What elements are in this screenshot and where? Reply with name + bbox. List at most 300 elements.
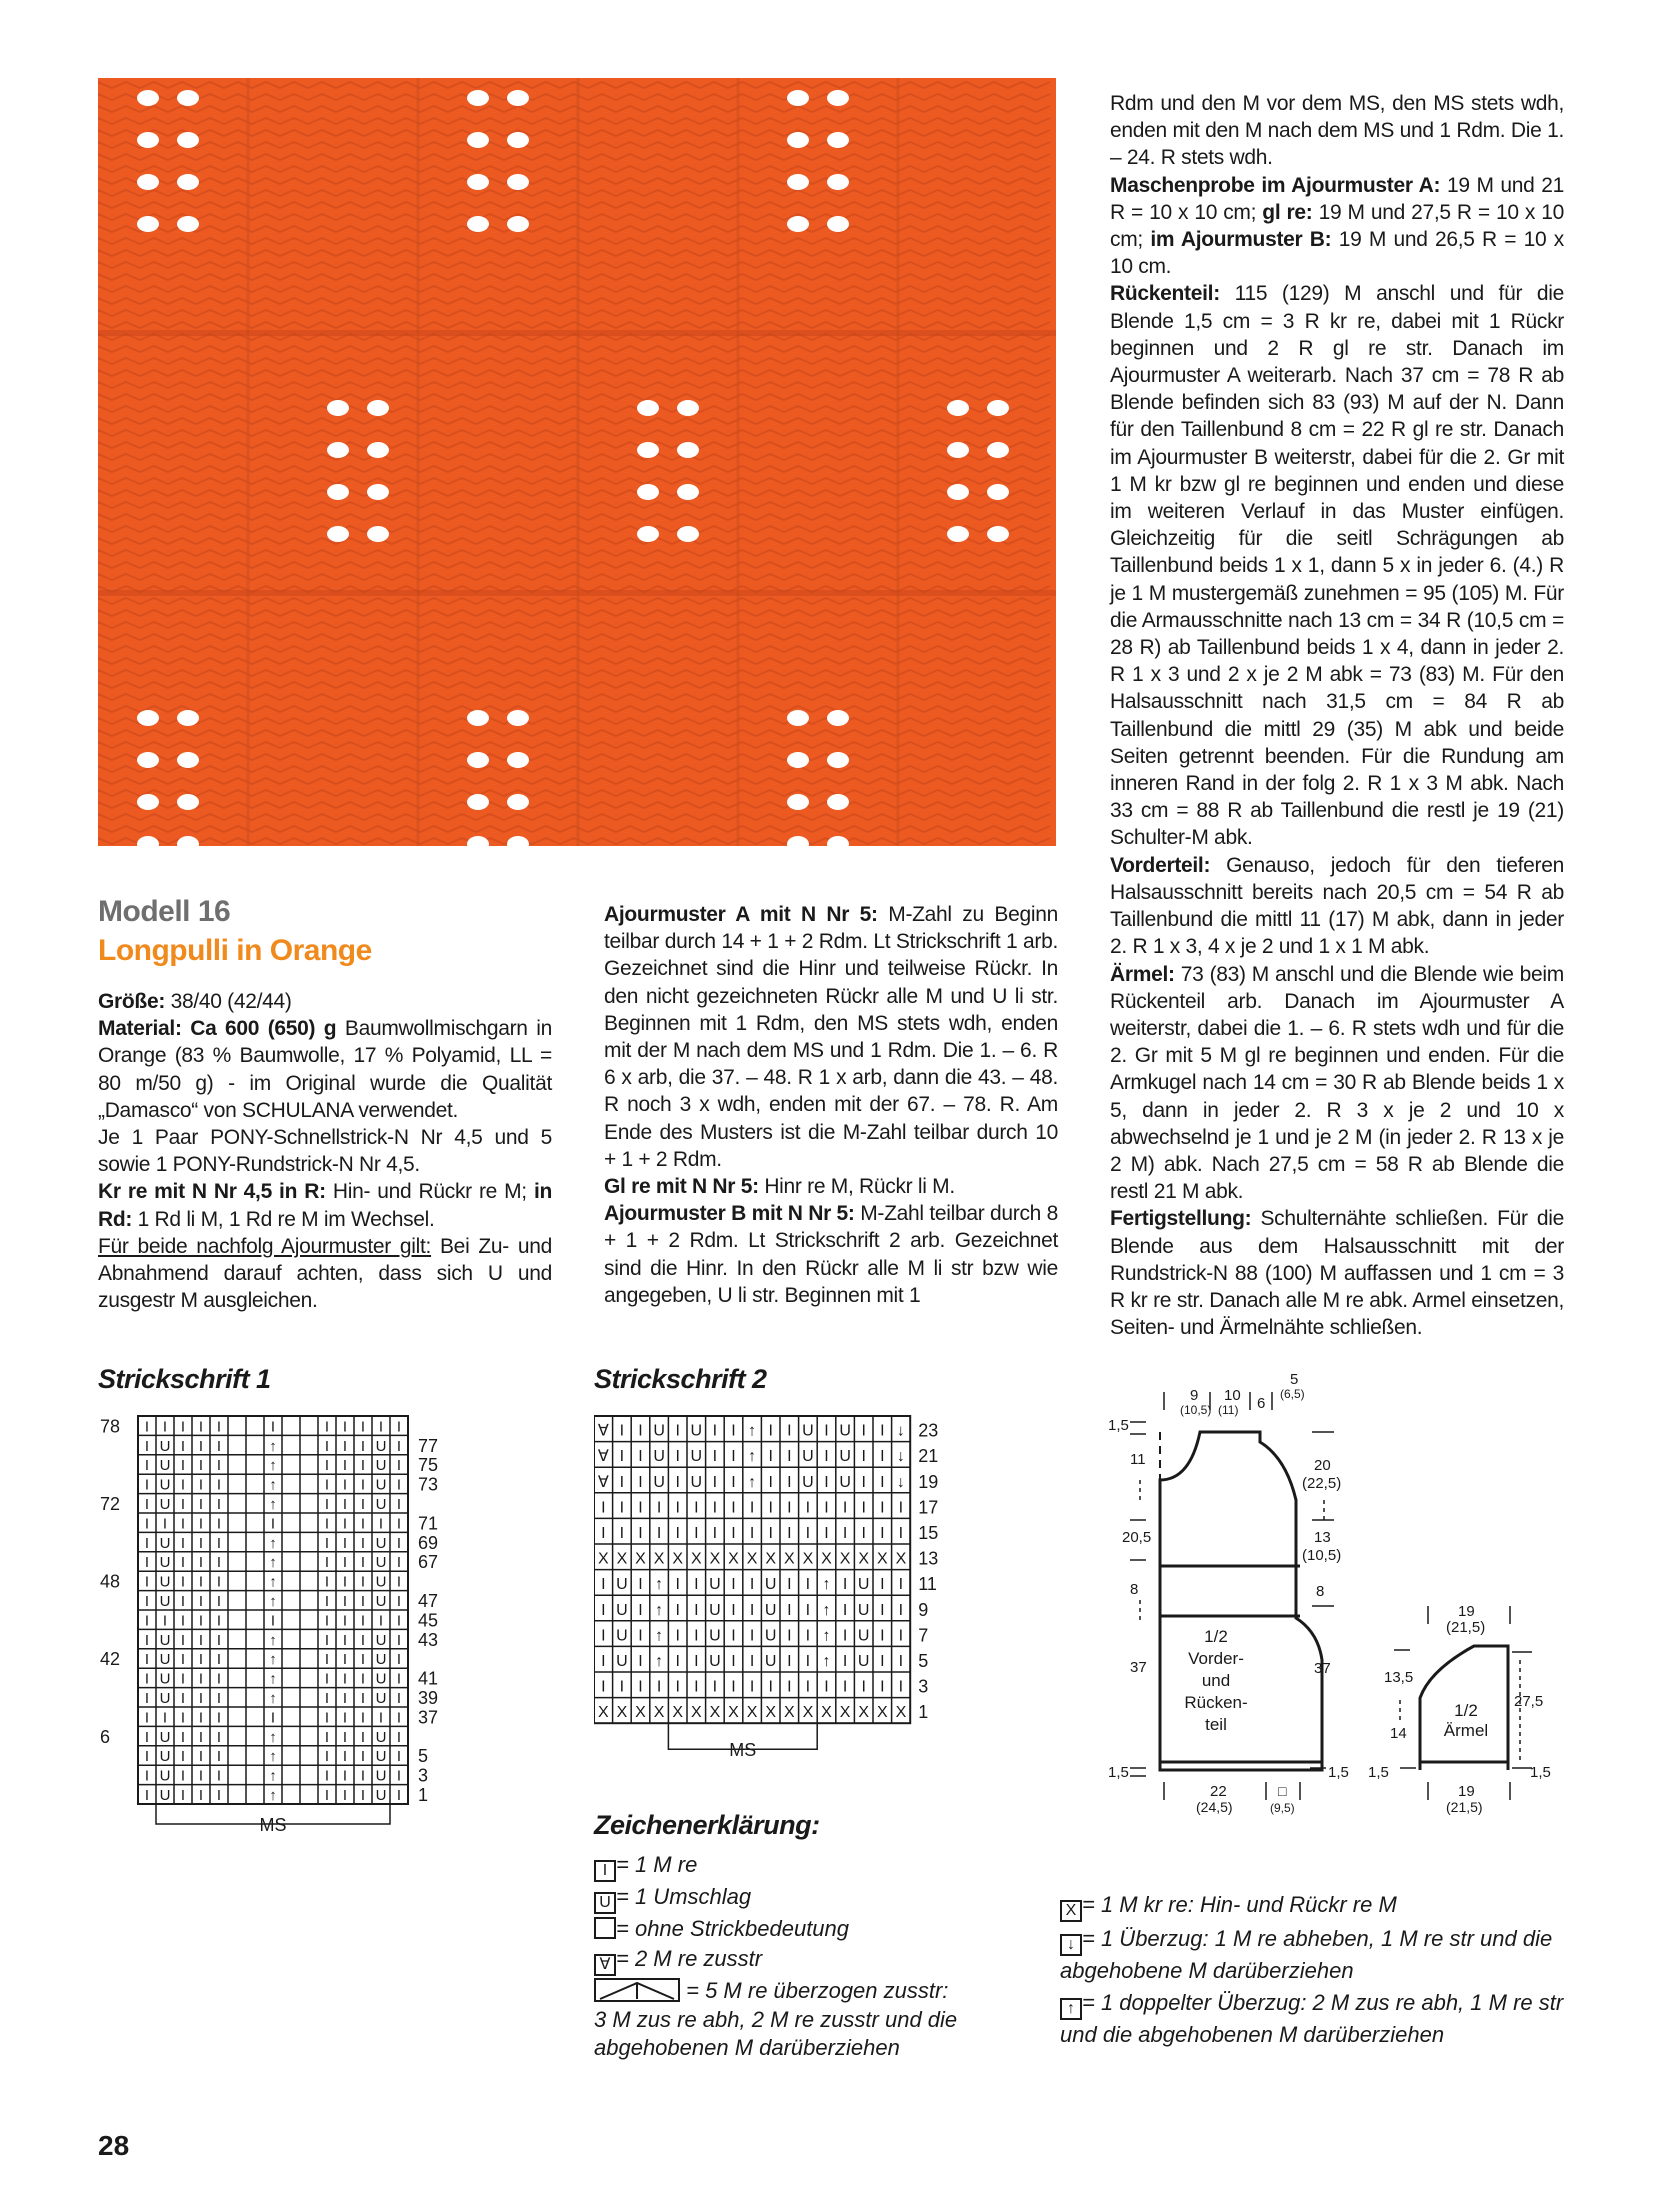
stitch-symbol: I bbox=[198, 1496, 204, 1513]
stitch-symbol: ↑ bbox=[269, 1690, 277, 1707]
stitch-symbol: I bbox=[198, 1515, 204, 1533]
yarn-over-icon: U bbox=[594, 1892, 616, 1914]
stitch-symbol: I bbox=[694, 1678, 699, 1696]
probe-b-label: im Ajourmuster B: bbox=[1150, 228, 1332, 252]
ruecken-text: 115 (129) M anschl und für die Blende 1,5 cm = 3 R kr re, dabei mit 1 Rückr beginnen und 2 R gl re str. Danach im Ajourmuster A weiterarb. Nach 37 cm = 78 R ab Blende befinden sich 83 (93) M auf der N. Dann für den Taillenbund 8 cm = 22 R gl re str. Danach im Ajourmuster B weiterstr, dabei für die 2. Gr mit 1 M kr bzw gl re beginnen und enden und diese im weiteren Verlauf in das Muster einfügen. Gleichzeitig für die seitl Schrägungen ab Taillenbund beids 1 x 1, dann 5 x in jeder 6. (4.) R je 1 M mustergemäß zunehmen = 95 (105) M. Für die Armausschnitte nach 13 cm = 34 R (10,5 cm = 28 R) ab Taillenbund beids 1 x 4, dann in jeder 2. R 1 x 3 und 2 x je 2 M abk = 73 (83) M. Für den Halsausschnitt nach 31,5 cm = 84 R ab Taillenbund die mittl 29 (35) M abk und beide Seiten getrennt beenden. Für die Rundung am inneren Rand in der folg 2. R 1 x 3 M abk. Nach 33 cm = 88 R ab Taillenbund die restl je 19 (21) Schulter-M abk. bbox=[1110, 282, 1564, 850]
eyelet bbox=[367, 526, 389, 542]
stitch-symbol: X bbox=[783, 1704, 795, 1722]
stitch-symbol: I bbox=[324, 1728, 330, 1746]
stitch-symbol: I bbox=[216, 1496, 222, 1513]
eyelet bbox=[177, 794, 199, 810]
stitch-symbol: I bbox=[694, 1576, 699, 1594]
eyelet bbox=[177, 752, 199, 768]
chart2-right-label: 21 bbox=[918, 1446, 939, 1467]
chart1-ms-label: MS bbox=[259, 1815, 287, 1835]
stitch-symbol: I bbox=[731, 1576, 736, 1594]
stitch-symbol: I bbox=[342, 1631, 348, 1649]
stitch-symbol: U bbox=[690, 1422, 703, 1440]
stitch-symbol: U bbox=[375, 1437, 387, 1455]
knitting-swatch-photo bbox=[98, 78, 1056, 846]
stitch-symbol: ∀ bbox=[597, 1448, 609, 1466]
stitch-symbol: X bbox=[597, 1550, 609, 1568]
stitch-symbol: I bbox=[396, 1728, 402, 1746]
stitch-symbol: I bbox=[198, 1728, 204, 1746]
probe-text-1: 19 M und 21 R = 10 x 10 cm; bbox=[1110, 173, 1564, 224]
stitch-symbol: I bbox=[675, 1448, 680, 1466]
stitch-symbol: I bbox=[216, 1534, 222, 1552]
stitch-symbol: ↓ bbox=[896, 1448, 905, 1466]
stitch-symbol: I bbox=[787, 1678, 792, 1696]
eyelet bbox=[947, 526, 969, 542]
stitch-symbol: I bbox=[787, 1576, 792, 1594]
body-label-3: und bbox=[1201, 1671, 1231, 1690]
stitch-symbol: ↑ bbox=[655, 1627, 664, 1645]
stitch-symbol: I bbox=[144, 1534, 150, 1552]
stitch-symbol: I bbox=[768, 1499, 773, 1517]
chart2-right-label: 7 bbox=[918, 1625, 929, 1646]
stitch-symbol: I bbox=[198, 1534, 204, 1552]
stitch-symbol: I bbox=[360, 1534, 366, 1552]
stitch-symbol: I bbox=[787, 1525, 792, 1542]
intro-text: Rdm und den M vor dem MS, den MS stets wdh, enden mit den M nach dem MS und 1 Rdm. Die 1. – 24. R stets wdh. bbox=[1110, 92, 1564, 170]
stitch-symbol: I bbox=[805, 1601, 811, 1619]
stitch-symbol: I bbox=[216, 1787, 222, 1804]
fertig-text: Schulternähte schließen. Für die Blende aus dem Halsausschnitt mit der Rundstrick-N 88 (100) M auffassen und 1 cm = 3 R kr re str. Danach alle M re abk. Armel einsetzen, Seiten- und Ärmelnähte schließen. bbox=[1110, 1207, 1564, 1340]
stitch-symbol: I bbox=[601, 1499, 606, 1517]
stitch-symbol: I bbox=[842, 1525, 848, 1542]
eyelet bbox=[467, 794, 489, 810]
stitch-symbol: I bbox=[824, 1422, 829, 1440]
eyelet bbox=[507, 132, 529, 148]
stitch-symbol: X bbox=[839, 1704, 851, 1722]
vorder-label: Vorderteil: bbox=[1110, 853, 1211, 877]
eyelet bbox=[827, 174, 849, 190]
stitch-symbol: I bbox=[180, 1787, 186, 1804]
stitch-symbol: I bbox=[675, 1576, 680, 1594]
stitch-symbol: U bbox=[653, 1448, 665, 1466]
stitch-symbol: U bbox=[857, 1653, 870, 1670]
schem-top-a: 9 bbox=[1190, 1387, 1199, 1404]
stitch-symbol: I bbox=[270, 1418, 276, 1436]
eyelet bbox=[467, 710, 489, 726]
legend-text: = 5 M re überzogen zusstr: bbox=[686, 1978, 949, 2003]
stitch-symbol: I bbox=[601, 1576, 606, 1594]
stitch-symbol: I bbox=[216, 1728, 222, 1746]
stitch-symbol: I bbox=[216, 1418, 222, 1436]
schem-bottom-b: □ bbox=[1278, 1783, 1287, 1799]
eyelet bbox=[507, 752, 529, 768]
eyelet bbox=[787, 216, 809, 232]
legend-text: = 2 M re zusstr bbox=[616, 1946, 763, 1971]
eyelet bbox=[507, 90, 529, 106]
stitch-symbol: I bbox=[396, 1554, 402, 1572]
stitch-symbol: I bbox=[656, 1499, 662, 1517]
stitch-symbol: I bbox=[198, 1709, 204, 1727]
stitch-symbol: I bbox=[216, 1767, 222, 1785]
stitch-symbol: I bbox=[842, 1678, 848, 1696]
stitch-symbol: I bbox=[675, 1473, 680, 1491]
stitch-symbol: I bbox=[601, 1678, 606, 1696]
stitch-symbol: U bbox=[159, 1651, 171, 1669]
stitch-symbol: I bbox=[180, 1767, 186, 1785]
stitch-symbol: I bbox=[216, 1593, 222, 1610]
stitch-symbol: I bbox=[880, 1576, 885, 1594]
schem-right-e: 1,5 bbox=[1328, 1764, 1349, 1781]
eyelet bbox=[637, 400, 659, 416]
stitch-symbol: I bbox=[787, 1448, 792, 1466]
stitch-symbol: U bbox=[375, 1787, 387, 1804]
empty-cell-icon bbox=[594, 1917, 616, 1939]
stitch-symbol: X bbox=[672, 1550, 684, 1568]
stitch-symbol: U bbox=[764, 1627, 777, 1645]
stitch-symbol: U bbox=[764, 1653, 777, 1670]
stitch-symbol: I bbox=[880, 1448, 885, 1466]
stitch-symbol: I bbox=[198, 1554, 204, 1572]
stitch-symbol: I bbox=[396, 1437, 402, 1455]
stitch-symbol: U bbox=[709, 1576, 721, 1594]
eyelet bbox=[467, 90, 489, 106]
stitch-symbol: I bbox=[396, 1573, 402, 1591]
ajour-note-label: Für beide nachfolg Ajourmuster gilt: bbox=[98, 1234, 432, 1258]
eyelet bbox=[467, 216, 489, 232]
needles-text: Je 1 Paar PONY-Schnellstrick-N Nr 4,5 und 5 sowie 1 PONY-Rundstrick-N Nr 4,5. bbox=[98, 1126, 552, 1177]
stitch-symbol: ↑ bbox=[655, 1653, 664, 1670]
eyelet bbox=[787, 174, 809, 190]
stitch-symbol: I bbox=[805, 1678, 811, 1696]
stitch-symbol: I bbox=[787, 1627, 792, 1645]
stitch-symbol: I bbox=[675, 1627, 680, 1645]
stitch-symbol: I bbox=[749, 1499, 755, 1517]
stitch-symbol: I bbox=[861, 1422, 866, 1440]
stitch-symbol: I bbox=[378, 1515, 384, 1533]
chart2-right-label: 17 bbox=[918, 1497, 939, 1518]
chart1-right-label: 73 bbox=[418, 1474, 439, 1495]
stitch-symbol: I bbox=[360, 1767, 366, 1785]
ajour-note-text: Bei Zu- und Abnahmend darauf achten, dass sich U und zusgestr M ausgleichen. bbox=[98, 1234, 552, 1313]
stitch-symbol: I bbox=[360, 1670, 366, 1688]
stitch-symbol: U bbox=[839, 1422, 851, 1440]
sleeve-left1: 13,5 bbox=[1384, 1669, 1414, 1686]
stitch-symbol: I bbox=[694, 1601, 699, 1619]
stitch-symbol: X bbox=[858, 1550, 870, 1568]
stitch-symbol: I bbox=[805, 1525, 811, 1542]
stitch-symbol: I bbox=[342, 1496, 348, 1513]
stitch-symbol: I bbox=[360, 1573, 366, 1591]
stitch-symbol: U bbox=[857, 1576, 870, 1594]
stitch-symbol: I bbox=[144, 1418, 150, 1436]
chart1-right-label: 43 bbox=[418, 1629, 439, 1650]
stitch-symbol: ↑ bbox=[269, 1593, 277, 1610]
eyelet bbox=[137, 710, 159, 726]
legend-item bbox=[594, 1882, 1054, 1914]
eyelet bbox=[787, 132, 809, 148]
schem-bottom-a2: (24,5) bbox=[1196, 1799, 1233, 1815]
stitch-symbol: I bbox=[731, 1448, 736, 1466]
stitch-symbol: U bbox=[375, 1651, 387, 1669]
stitch-symbol: I bbox=[324, 1476, 330, 1494]
chart1-right-label: 67 bbox=[418, 1552, 439, 1573]
stitch-symbol: I bbox=[805, 1499, 811, 1517]
stitch-symbol: U bbox=[857, 1627, 870, 1645]
stitch-symbol: I bbox=[396, 1709, 402, 1727]
stitch-symbol: I bbox=[216, 1457, 222, 1475]
stitch-symbol: I bbox=[638, 1576, 643, 1594]
stitch-symbol: ↑ bbox=[269, 1631, 277, 1649]
stitch-symbol: ∀ bbox=[597, 1422, 609, 1440]
eyelet bbox=[827, 710, 849, 726]
stitch-symbol: U bbox=[375, 1457, 387, 1475]
ajour-a-text: M-Zahl zu Beginn teilbar durch 14 + 1 + 2 Rdm. Lt Strickschrift 1 arb. Gezeichnet sind die Hinr und teilweise Rückr. In den nicht gezeichneten Rückr alle M und U li str. Beginnen mit 1 Rdm, den MS stets wdh, enden mit der M nach dem MS und 1 Rdm. Die 1. – 6. R 6 x arb, die 37. – 48. R 1 x arb, dann die 43. – 48. R noch 3 x wdh, enden mit der 67. – 78. R. Am Ende des Musters ist die M-Zahl teilbar durch 10 + 1 + 2 Rdm. bbox=[604, 903, 1058, 1171]
eyelet bbox=[637, 484, 659, 500]
eyelet bbox=[137, 752, 159, 768]
stitch-symbol: U bbox=[375, 1748, 387, 1766]
material-label: Material: Ca 600 (650) g bbox=[98, 1017, 337, 1041]
stitch-symbol: ↑ bbox=[269, 1496, 277, 1513]
schem-right-c: 8 bbox=[1316, 1583, 1325, 1600]
schem-bottom-a: 22 bbox=[1210, 1783, 1227, 1800]
stitch-symbol: I bbox=[216, 1670, 222, 1688]
sleeve-left3: 1,5 bbox=[1368, 1764, 1389, 1781]
stitch-symbol: I bbox=[360, 1748, 366, 1766]
stitch-symbol: U bbox=[616, 1653, 628, 1670]
stitch-symbol: I bbox=[824, 1525, 829, 1542]
skp-arrow-down-icon: ↓ bbox=[1060, 1934, 1082, 1956]
stitch-symbol: X bbox=[728, 1550, 739, 1568]
stitch-symbol: U bbox=[375, 1476, 387, 1494]
stitch-symbol: ↓ bbox=[896, 1422, 905, 1440]
chart2-grid bbox=[594, 1408, 1074, 1764]
stitch-symbol: I bbox=[842, 1627, 848, 1645]
stitch-symbol: I bbox=[360, 1496, 366, 1513]
stitch-symbol: I bbox=[198, 1612, 204, 1630]
schem-right-b2: (10,5) bbox=[1302, 1547, 1342, 1564]
eyelet bbox=[327, 400, 349, 416]
sleeve-label-2: Ärmel bbox=[1443, 1721, 1489, 1740]
sleeve-left2: 14 bbox=[1390, 1725, 1407, 1742]
stitch-symbol: U bbox=[375, 1496, 387, 1513]
stitch-symbol: I bbox=[216, 1690, 222, 1707]
stitch-symbol: X bbox=[653, 1704, 665, 1722]
in-rd-label: in Rd: bbox=[98, 1180, 552, 1231]
stitch-symbol: U bbox=[802, 1473, 814, 1491]
stitch-symbol: U bbox=[616, 1576, 628, 1594]
stitch-symbol: U bbox=[159, 1534, 171, 1552]
stitch-symbol: I bbox=[144, 1437, 150, 1455]
stitch-symbol: I bbox=[360, 1515, 366, 1533]
schem-left-f: 1,5 bbox=[1108, 1764, 1129, 1781]
stitch-symbol: I bbox=[749, 1525, 755, 1542]
chart1-right-label: 41 bbox=[418, 1668, 439, 1689]
stitch-symbol: ↑ bbox=[748, 1422, 757, 1440]
stitch-symbol: I bbox=[198, 1670, 204, 1688]
stitch-symbol: I bbox=[216, 1651, 222, 1669]
schem-top-c: 6 bbox=[1257, 1395, 1266, 1412]
stitch-symbol: I bbox=[342, 1515, 348, 1533]
stitch-symbol: I bbox=[880, 1422, 885, 1440]
stitch-symbol: I bbox=[787, 1499, 792, 1517]
stitch-symbol: U bbox=[616, 1627, 628, 1645]
stitch-symbol: I bbox=[216, 1554, 222, 1572]
stitch-symbol: I bbox=[619, 1678, 625, 1696]
stitch-symbol: I bbox=[216, 1437, 222, 1455]
stitch-symbol: I bbox=[180, 1593, 186, 1610]
eyelet bbox=[137, 132, 159, 148]
eyelet bbox=[677, 484, 699, 500]
stitch-symbol: U bbox=[159, 1631, 171, 1649]
stitch-symbol: I bbox=[898, 1525, 904, 1542]
stitch-symbol: I bbox=[619, 1499, 625, 1517]
stitch-symbol: I bbox=[638, 1448, 643, 1466]
stitch-symbol: I bbox=[378, 1418, 384, 1436]
stitch-symbol: I bbox=[787, 1653, 792, 1670]
stitch-symbol: I bbox=[396, 1457, 402, 1475]
stitch-symbol: U bbox=[159, 1573, 171, 1591]
legend-item bbox=[594, 1944, 1054, 1976]
stitch-symbol: I bbox=[675, 1525, 680, 1542]
eyelet bbox=[987, 442, 1009, 458]
eyelet bbox=[137, 794, 159, 810]
stitch-symbol: ↑ bbox=[269, 1476, 277, 1494]
stitch-symbol: I bbox=[731, 1473, 736, 1491]
stitch-symbol: ↑ bbox=[748, 1473, 757, 1491]
stitch-symbol: I bbox=[144, 1670, 150, 1688]
stitch-symbol: I bbox=[378, 1612, 384, 1630]
stitch-symbol: X bbox=[635, 1704, 646, 1722]
stitch-symbol: I bbox=[824, 1678, 829, 1696]
size-label: Größe: bbox=[98, 990, 166, 1013]
stitch-symbol: I bbox=[712, 1525, 718, 1542]
eyelet bbox=[137, 174, 159, 190]
stitch-symbol: U bbox=[839, 1448, 851, 1466]
eyelet bbox=[987, 400, 1009, 416]
eyelet bbox=[327, 484, 349, 500]
stitch-symbol: I bbox=[396, 1670, 402, 1688]
stitch-symbol: I bbox=[144, 1767, 150, 1785]
stitch-symbol: U bbox=[653, 1422, 665, 1440]
stitch-symbol: I bbox=[324, 1670, 330, 1688]
eyelet bbox=[827, 132, 849, 148]
eyelet bbox=[637, 526, 659, 542]
stitch-symbol: U bbox=[375, 1534, 387, 1552]
stitch-symbol: I bbox=[342, 1593, 348, 1610]
stitch-symbol: I bbox=[144, 1496, 150, 1513]
stitch-symbol: I bbox=[749, 1627, 755, 1645]
schem-right-a: 20 bbox=[1314, 1457, 1331, 1474]
stitch-symbol: I bbox=[712, 1499, 718, 1517]
stitch-symbol: I bbox=[861, 1678, 866, 1696]
stitch-symbol: ↑ bbox=[822, 1627, 831, 1645]
stitch-symbol: ↑ bbox=[269, 1767, 277, 1785]
stitch-symbol: U bbox=[159, 1787, 171, 1804]
stitch-symbol: X bbox=[709, 1704, 721, 1722]
stitch-symbol: I bbox=[638, 1627, 643, 1645]
stitch-symbol: I bbox=[861, 1499, 866, 1517]
stitch-symbol: I bbox=[861, 1525, 866, 1542]
model-name: Longpulli in Orange bbox=[98, 934, 372, 967]
stitch-symbol: I bbox=[144, 1709, 150, 1727]
stitch-symbol: I bbox=[324, 1573, 330, 1591]
model-number: Modell 16 bbox=[98, 895, 231, 928]
stitch-symbol: I bbox=[198, 1573, 204, 1591]
stitch-symbol: I bbox=[180, 1748, 186, 1766]
stitch-symbol: I bbox=[694, 1653, 699, 1670]
stitch-symbol: I bbox=[360, 1418, 366, 1436]
stitch-symbol: I bbox=[360, 1457, 366, 1475]
eyelet bbox=[177, 216, 199, 232]
stitch-symbol: I bbox=[198, 1748, 204, 1766]
stitch-symbol: I bbox=[898, 1678, 904, 1696]
instructions-column-1 bbox=[98, 988, 552, 1314]
stitch-symbol: X bbox=[746, 1704, 758, 1722]
aermel-label: Ärmel: bbox=[1110, 962, 1175, 986]
stitch-symbol: I bbox=[619, 1525, 625, 1542]
stitch-symbol: ↑ bbox=[269, 1437, 277, 1455]
stitch-symbol: I bbox=[842, 1653, 848, 1670]
stitch-symbol: I bbox=[144, 1476, 150, 1494]
stitch-symbol: U bbox=[616, 1601, 628, 1619]
stitch-symbol: I bbox=[180, 1418, 186, 1436]
stitch-symbol: U bbox=[764, 1576, 777, 1594]
stitch-symbol: X bbox=[653, 1550, 665, 1568]
stitch-symbol: I bbox=[360, 1651, 366, 1669]
stitch-symbol: I bbox=[324, 1651, 330, 1669]
stitch-symbol: U bbox=[839, 1473, 851, 1491]
stitch-symbol: I bbox=[180, 1631, 186, 1649]
stitch-symbol: I bbox=[675, 1601, 680, 1619]
stitch-symbol: I bbox=[694, 1627, 699, 1645]
stitch-symbol: I bbox=[880, 1601, 885, 1619]
stitch-symbol: I bbox=[787, 1601, 792, 1619]
stitch-symbol: I bbox=[180, 1554, 186, 1572]
stitch-symbol: I bbox=[842, 1576, 848, 1594]
eyelet bbox=[677, 442, 699, 458]
ruecken-label: Rückenteil: bbox=[1110, 282, 1220, 306]
legend-text: = 1 M re bbox=[616, 1852, 698, 1877]
page-number: 28 bbox=[98, 2130, 130, 2161]
stitch-symbol: I bbox=[675, 1499, 680, 1517]
stitch-symbol: ↑ bbox=[748, 1448, 757, 1466]
stitch-symbol: I bbox=[360, 1787, 366, 1804]
eyelet bbox=[507, 174, 529, 190]
stitch-symbol: U bbox=[709, 1627, 721, 1645]
stitch-symbol: U bbox=[375, 1728, 387, 1746]
stitch-symbol: I bbox=[216, 1476, 222, 1494]
stitch-symbol: I bbox=[768, 1448, 773, 1466]
stitch-symbol: ↑ bbox=[822, 1653, 831, 1670]
stitch-symbol: I bbox=[768, 1525, 773, 1542]
stitch-symbol: ↑ bbox=[269, 1457, 277, 1475]
stitch-symbol: U bbox=[375, 1573, 387, 1591]
chart2-right-label: 19 bbox=[918, 1471, 939, 1492]
stitch-symbol: I bbox=[216, 1631, 222, 1649]
stitch-symbol: I bbox=[824, 1448, 829, 1466]
stitch-symbol: I bbox=[162, 1709, 168, 1727]
eyelet bbox=[467, 174, 489, 190]
stitch-symbol: I bbox=[342, 1709, 348, 1727]
stitch-symbol: I bbox=[638, 1678, 643, 1696]
stitch-symbol: U bbox=[159, 1690, 171, 1707]
legend-text: = 1 doppelter Überzug: 2 M zus re abh, 1 M re str und die abgehobenen M darüberziehen bbox=[1060, 1990, 1564, 2047]
stitch-symbol: I bbox=[342, 1437, 348, 1455]
stitch-symbol: I bbox=[342, 1612, 348, 1630]
stitch-symbol: U bbox=[159, 1767, 171, 1785]
stitch-symbol: U bbox=[375, 1767, 387, 1785]
stitch-symbol: I bbox=[198, 1631, 204, 1649]
stitch-symbol: U bbox=[159, 1496, 171, 1513]
stitch-symbol: ↑ bbox=[269, 1670, 277, 1688]
stitch-symbol: I bbox=[144, 1593, 150, 1610]
stitch-symbol: U bbox=[709, 1653, 721, 1670]
